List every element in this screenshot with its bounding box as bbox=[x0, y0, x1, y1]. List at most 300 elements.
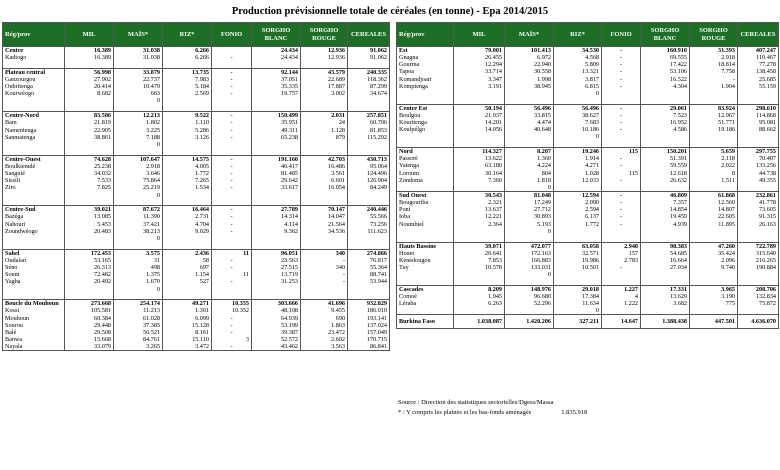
empty-cell bbox=[348, 61, 390, 68]
table-cell: 38.945 bbox=[505, 83, 554, 90]
table-cell: 157 bbox=[602, 250, 641, 257]
table-cell: 55.159 bbox=[738, 83, 779, 90]
table-cell: 430.713 bbox=[348, 155, 390, 163]
table-cell: 1.818 bbox=[505, 177, 554, 184]
table-cell bbox=[505, 133, 554, 140]
table-cell bbox=[301, 192, 348, 199]
empty-cell bbox=[505, 235, 554, 242]
column-header: RIZ* bbox=[163, 23, 212, 47]
empty-cell bbox=[554, 141, 602, 148]
table-cell: 61.028 bbox=[114, 315, 163, 322]
table-cell: - bbox=[212, 221, 252, 228]
province-row bbox=[3, 286, 390, 293]
table-cell: 4.586 bbox=[641, 126, 690, 133]
column-header: MAÏS* bbox=[114, 23, 163, 47]
table-cell: 257.851 bbox=[348, 112, 390, 120]
table-cell: 1.360 bbox=[505, 155, 554, 162]
province-row bbox=[3, 90, 390, 97]
table-cell bbox=[212, 97, 252, 104]
province-row bbox=[397, 228, 779, 235]
table-cell: 0 bbox=[554, 90, 602, 97]
empty-cell bbox=[163, 199, 212, 206]
table-cell bbox=[212, 141, 252, 148]
table-cell: - bbox=[602, 162, 641, 169]
table-cell: 4.005 bbox=[163, 163, 212, 170]
table-cell: 2.594 bbox=[554, 206, 602, 213]
table-cell: 2.918 bbox=[690, 54, 738, 61]
table-cell: 0 bbox=[554, 307, 602, 315]
table-cell: 49.355 bbox=[738, 177, 779, 184]
province-row bbox=[3, 343, 390, 351]
table-cell: 14.807 bbox=[690, 206, 738, 213]
table-cell: 0 bbox=[505, 271, 554, 278]
table-cell bbox=[301, 141, 348, 148]
table-cell: 34.032 bbox=[65, 170, 114, 177]
table-cell: 327.211 bbox=[554, 315, 602, 329]
table-cell: 53.165 bbox=[65, 257, 114, 264]
column-header: SORGHO BLANC bbox=[641, 23, 690, 47]
table-cell: 663 bbox=[114, 90, 163, 97]
empty-cell bbox=[641, 97, 690, 104]
empty-cell bbox=[3, 199, 65, 206]
table-cell: 24.434 bbox=[252, 47, 301, 55]
table-cell: 1.534 bbox=[163, 184, 212, 191]
table-cell: 879 bbox=[301, 134, 348, 141]
table-cell: 157.049 bbox=[348, 329, 390, 336]
row-label: Boulgou bbox=[397, 112, 454, 119]
table-cell: 22.940 bbox=[505, 61, 554, 68]
table-cell: 208.706 bbox=[738, 286, 779, 294]
table-cell: 31.253 bbox=[252, 278, 301, 285]
region-row bbox=[3, 47, 390, 55]
table-cell bbox=[65, 235, 114, 242]
row-label bbox=[3, 235, 65, 242]
table-cell bbox=[252, 235, 301, 242]
table-cell: 297.755 bbox=[738, 148, 779, 156]
empty-cell bbox=[65, 242, 114, 249]
table-cell bbox=[690, 133, 738, 140]
empty-cell bbox=[348, 293, 390, 300]
empty-cell bbox=[641, 278, 690, 285]
table-cell: 8.161 bbox=[163, 329, 212, 336]
table-cell bbox=[212, 286, 252, 293]
table-cell: 21.819 bbox=[65, 119, 114, 126]
table-cell: 12.618 bbox=[641, 170, 690, 177]
table-cell: 0 bbox=[114, 141, 163, 148]
table-cell bbox=[454, 90, 505, 97]
table-cell: 38.861 bbox=[65, 134, 114, 141]
table-cell bbox=[602, 133, 641, 140]
table-cell: - bbox=[602, 126, 641, 133]
cereal-table-left bbox=[2, 22, 390, 351]
table-cell: 3.646 bbox=[114, 170, 163, 177]
table-cell: 1.227 bbox=[602, 286, 641, 294]
row-label: Ziro bbox=[3, 184, 65, 191]
table-cell: 12.033 bbox=[554, 177, 602, 184]
table-cell: 1.128 bbox=[301, 127, 348, 134]
province-row bbox=[397, 126, 779, 133]
column-header: SORGHO ROUGE bbox=[690, 23, 738, 47]
empty-cell bbox=[114, 242, 163, 249]
table-cell bbox=[554, 271, 602, 278]
empty-cell bbox=[252, 293, 301, 300]
table-cell: 12.213 bbox=[114, 112, 163, 120]
column-header: RIZ* bbox=[554, 23, 602, 47]
table-cell: 31.038 bbox=[114, 54, 163, 61]
column-header: Rég/prov bbox=[3, 23, 65, 47]
table-cell: 1.772 bbox=[554, 221, 602, 228]
table-cell: 527 bbox=[163, 278, 212, 285]
empty-cell bbox=[114, 105, 163, 112]
table-cell: 0 bbox=[114, 286, 163, 293]
table-cell bbox=[738, 228, 779, 235]
table-cell: 932.829 bbox=[348, 300, 390, 308]
table-cell: 6.099 bbox=[163, 315, 212, 322]
empty-cell bbox=[65, 105, 114, 112]
empty-cell bbox=[212, 199, 252, 206]
table-cell: 27.712 bbox=[505, 206, 554, 213]
table-cell: 1.670 bbox=[114, 278, 163, 285]
table-cell: 126.904 bbox=[348, 177, 390, 184]
table-cell: 11.390 bbox=[114, 213, 163, 220]
table-cell: 0 bbox=[505, 184, 554, 192]
province-row bbox=[3, 83, 390, 90]
table-cell bbox=[348, 141, 390, 148]
row-label bbox=[3, 192, 65, 199]
table-cell: 86.841 bbox=[348, 343, 390, 351]
row-label: Kourwéogo bbox=[3, 90, 65, 97]
table-cell: 20.492 bbox=[65, 278, 114, 285]
province-row bbox=[3, 76, 390, 83]
table-cell bbox=[641, 133, 690, 140]
province-row bbox=[3, 192, 390, 199]
table-cell: 10.355 bbox=[212, 300, 252, 308]
row-label: Kadiogo bbox=[3, 54, 65, 61]
table-cell: 34.530 bbox=[554, 47, 602, 55]
table-cell: 12.936 bbox=[301, 47, 348, 55]
row-label: Nahouri bbox=[3, 221, 65, 228]
table-cell: 39.387 bbox=[252, 329, 301, 336]
empty-cell bbox=[301, 61, 348, 68]
table-cell: - bbox=[212, 322, 252, 329]
empty-cell bbox=[114, 293, 163, 300]
table-cell: 498 bbox=[114, 264, 163, 271]
table-cell: 172.163 bbox=[505, 250, 554, 257]
table-cell: 11.895 bbox=[690, 221, 738, 228]
table-cell bbox=[212, 192, 252, 199]
row-label: Loroum bbox=[397, 170, 454, 177]
table-cell: 98.383 bbox=[641, 242, 690, 250]
empty-cell bbox=[301, 105, 348, 112]
row-label: Noumbiel bbox=[397, 221, 454, 228]
table-cell bbox=[641, 307, 690, 315]
table-cell: 447.501 bbox=[690, 315, 738, 329]
table-cell: 3 bbox=[212, 336, 252, 343]
table-cell: 56.998 bbox=[65, 68, 114, 76]
empty-cell bbox=[163, 61, 212, 68]
table-cell: 0 bbox=[505, 228, 554, 235]
table-cell bbox=[738, 307, 779, 315]
table-cell: 1.914 bbox=[554, 155, 602, 162]
table-cell: 1.511 bbox=[690, 177, 738, 184]
province-row bbox=[397, 76, 779, 83]
table-cell bbox=[348, 97, 390, 104]
empty-cell bbox=[454, 141, 505, 148]
table-cell: 697 bbox=[163, 264, 212, 271]
table-cell: 58 bbox=[163, 257, 212, 264]
table-cell: 11 bbox=[212, 271, 252, 278]
empty-cell bbox=[738, 141, 779, 148]
table-cell: 3.682 bbox=[641, 300, 690, 307]
table-cell: 2.090 bbox=[554, 199, 602, 206]
table-cell: - bbox=[301, 271, 348, 278]
table-cell: 1.802 bbox=[114, 119, 163, 126]
table-cell: 21.937 bbox=[454, 112, 505, 119]
table-cell: 2.918 bbox=[114, 163, 163, 170]
table-cell bbox=[505, 307, 554, 315]
region-row bbox=[3, 112, 390, 120]
table-cell: 27.515 bbox=[252, 264, 301, 271]
table-cell: 2.022 bbox=[690, 162, 738, 169]
table-cell: 186.010 bbox=[348, 307, 390, 314]
table-cell: 27.034 bbox=[641, 264, 690, 271]
table-cell bbox=[163, 286, 212, 293]
table-cell: 19.986 bbox=[554, 257, 602, 264]
province-row bbox=[3, 184, 390, 191]
table-cell bbox=[454, 133, 505, 140]
row-label: Sissili bbox=[3, 177, 65, 184]
table-cell: - bbox=[212, 228, 252, 235]
row-label: Ioba bbox=[397, 213, 454, 220]
table-cell: - bbox=[212, 119, 252, 126]
row-label: Namentenga bbox=[3, 127, 65, 134]
table-cell: 2.783 bbox=[602, 257, 641, 264]
table-cell: 19.246 bbox=[554, 148, 602, 156]
table-cell: 23.563 bbox=[252, 257, 301, 264]
table-cell: 216.265 bbox=[738, 257, 779, 264]
row-label: Balé bbox=[3, 329, 65, 336]
table-cell: 17.331 bbox=[641, 286, 690, 294]
table-cell: 81.048 bbox=[505, 192, 554, 200]
table-cell: - bbox=[602, 221, 641, 228]
empty-cell bbox=[641, 141, 690, 148]
row-label: Sahel bbox=[3, 249, 65, 257]
row-label: Hauts Bassins bbox=[397, 242, 454, 250]
table-cell: 29.061 bbox=[641, 104, 690, 112]
table-cell: 2.096 bbox=[690, 257, 738, 264]
table-cell: 1.420.206 bbox=[505, 315, 554, 329]
table-header-row bbox=[3, 23, 390, 47]
table-cell: 50.194 bbox=[454, 104, 505, 112]
table-cell: 70.147 bbox=[301, 206, 348, 214]
table-cell: 6.137 bbox=[554, 213, 602, 220]
empty-cell bbox=[348, 199, 390, 206]
table-cell: 30.893 bbox=[505, 213, 554, 220]
table-cell: 132.834 bbox=[738, 293, 779, 300]
table-cell: 1.028 bbox=[554, 170, 602, 177]
table-cell: - bbox=[602, 213, 641, 220]
table-cell: 4.636.070 bbox=[738, 315, 779, 329]
table-cell: 20.641 bbox=[454, 250, 505, 257]
province-row bbox=[397, 307, 779, 315]
footnote bbox=[398, 408, 587, 418]
table-cell: 7.188 bbox=[114, 134, 163, 141]
table-cell: 13.719 bbox=[252, 271, 301, 278]
table-cell: 8.682 bbox=[65, 90, 114, 97]
row-label: Mouhoun bbox=[3, 315, 65, 322]
table-cell: 1.222 bbox=[602, 300, 641, 307]
table-cell: 3.225 bbox=[114, 127, 163, 134]
row-label: Gnagna bbox=[397, 54, 454, 61]
table-cell: 26.313 bbox=[65, 264, 114, 271]
row-label: Oubritenga bbox=[3, 83, 65, 90]
table-cell: 37.051 bbox=[252, 76, 301, 83]
table-header-row bbox=[397, 23, 779, 47]
province-row bbox=[3, 54, 390, 61]
empty-cell bbox=[163, 105, 212, 112]
table-cell: 70.407 bbox=[738, 155, 779, 162]
table-cell: 16.389 bbox=[65, 47, 114, 55]
table-cell: 14.056 bbox=[454, 126, 505, 133]
table-cell: 29.018 bbox=[554, 286, 602, 294]
table-cell bbox=[65, 192, 114, 199]
empty-cell bbox=[252, 199, 301, 206]
empty-cell bbox=[212, 293, 252, 300]
table-cell: 14.854 bbox=[641, 206, 690, 213]
spacer-row bbox=[397, 235, 779, 242]
row-label: Bazéga bbox=[3, 213, 65, 220]
table-cell: 150.201 bbox=[641, 148, 690, 156]
row-label: Sourou bbox=[3, 322, 65, 329]
table-cell: - bbox=[212, 112, 252, 120]
table-cell bbox=[348, 192, 390, 199]
table-cell: 4.704 bbox=[163, 221, 212, 228]
table-cell bbox=[641, 184, 690, 192]
table-cell bbox=[65, 97, 114, 104]
table-cell: 18.814 bbox=[690, 61, 738, 68]
table-cell: 16.522 bbox=[641, 76, 690, 83]
province-row bbox=[397, 221, 779, 228]
table-cell: 1.904 bbox=[690, 83, 738, 90]
table-cell: 2.569 bbox=[163, 90, 212, 97]
table-cell: 37.385 bbox=[114, 322, 163, 329]
table-cell: - bbox=[212, 155, 252, 163]
table-cell bbox=[65, 286, 114, 293]
table-cell: 101.413 bbox=[505, 47, 554, 55]
table-cell: 51.391 bbox=[641, 155, 690, 162]
row-label: Komandjoari bbox=[397, 76, 454, 83]
table-cell bbox=[602, 271, 641, 278]
table-cell: - bbox=[602, 47, 641, 55]
table-cell: 190.884 bbox=[738, 264, 779, 271]
table-cell: 1.863 bbox=[301, 322, 348, 329]
table-cell: 2.118 bbox=[690, 155, 738, 162]
table-cell: 25.238 bbox=[65, 163, 114, 170]
table-cell: 52.572 bbox=[252, 336, 301, 343]
table-cell: 63.180 bbox=[454, 162, 505, 169]
table-cell: 26.163 bbox=[738, 221, 779, 228]
table-cell: 56.496 bbox=[505, 104, 554, 112]
table-cell bbox=[212, 235, 252, 242]
table-cell bbox=[163, 97, 212, 104]
table-cell: - bbox=[212, 184, 252, 191]
table-cell: 4.568 bbox=[554, 54, 602, 61]
table-cell: 6.266 bbox=[163, 47, 212, 55]
table-cell: 2.436 bbox=[163, 249, 212, 257]
table-cell: - bbox=[212, 54, 252, 61]
table-cell: 32.571 bbox=[554, 250, 602, 257]
table-cell: 4.114 bbox=[252, 221, 301, 228]
table-cell: 19.459 bbox=[641, 213, 690, 220]
total-row bbox=[397, 315, 779, 329]
table-cell: 6.972 bbox=[505, 54, 554, 61]
province-row bbox=[397, 177, 779, 184]
province-row bbox=[3, 235, 390, 242]
empty-cell bbox=[3, 293, 65, 300]
table-cell: 13.629 bbox=[641, 293, 690, 300]
table-cell: 1.375 bbox=[114, 271, 163, 278]
row-label: Plateau central bbox=[3, 68, 65, 76]
province-row bbox=[3, 228, 390, 235]
row-label bbox=[397, 307, 454, 315]
row-label: Est bbox=[397, 47, 454, 55]
table-cell: 88.741 bbox=[348, 271, 390, 278]
table-cell bbox=[738, 90, 779, 97]
table-cell: 13.085 bbox=[65, 213, 114, 220]
table-cell: 16.664 bbox=[641, 257, 690, 264]
spacer-row bbox=[3, 148, 390, 155]
table-cell: 69.555 bbox=[641, 54, 690, 61]
table-cell: 12.967 bbox=[690, 112, 738, 119]
table-cell: 38.213 bbox=[114, 228, 163, 235]
province-row bbox=[3, 278, 390, 285]
region-row bbox=[3, 300, 390, 308]
table-cell: 9.362 bbox=[252, 228, 301, 235]
empty-cell bbox=[602, 141, 641, 148]
table-cell bbox=[163, 235, 212, 242]
table-cell: 60.384 bbox=[65, 315, 114, 322]
table-cell: 2.031 bbox=[301, 112, 348, 120]
empty-cell bbox=[738, 97, 779, 104]
row-label: Ganzourgou bbox=[3, 76, 65, 83]
table-cell bbox=[252, 141, 301, 148]
region-row bbox=[397, 148, 779, 156]
table-cell: - bbox=[212, 83, 252, 90]
table-cell bbox=[690, 228, 738, 235]
table-cell: 232.861 bbox=[738, 192, 779, 200]
row-label: Passoré bbox=[397, 155, 454, 162]
table-cell: 13.622 bbox=[454, 155, 505, 162]
row-label: Yagha bbox=[3, 278, 65, 285]
table-cell: 63.058 bbox=[554, 242, 602, 250]
empty-cell bbox=[301, 242, 348, 249]
table-cell: 11.213 bbox=[114, 307, 163, 314]
empty-cell bbox=[602, 235, 641, 242]
table-cell: 95.081 bbox=[738, 119, 779, 126]
table-cell: 44.738 bbox=[738, 170, 779, 177]
table-cell: 33.079 bbox=[65, 343, 114, 351]
table-cell bbox=[252, 97, 301, 104]
table-cell: 25.219 bbox=[114, 184, 163, 191]
table-cell: 30.164 bbox=[454, 170, 505, 177]
row-label bbox=[3, 286, 65, 293]
table-cell bbox=[348, 235, 390, 242]
province-row bbox=[397, 250, 779, 257]
table-cell: 3.472 bbox=[163, 343, 212, 351]
region-row bbox=[397, 104, 779, 112]
table-cell: 40.648 bbox=[505, 126, 554, 133]
table-cell: 148.976 bbox=[505, 286, 554, 294]
